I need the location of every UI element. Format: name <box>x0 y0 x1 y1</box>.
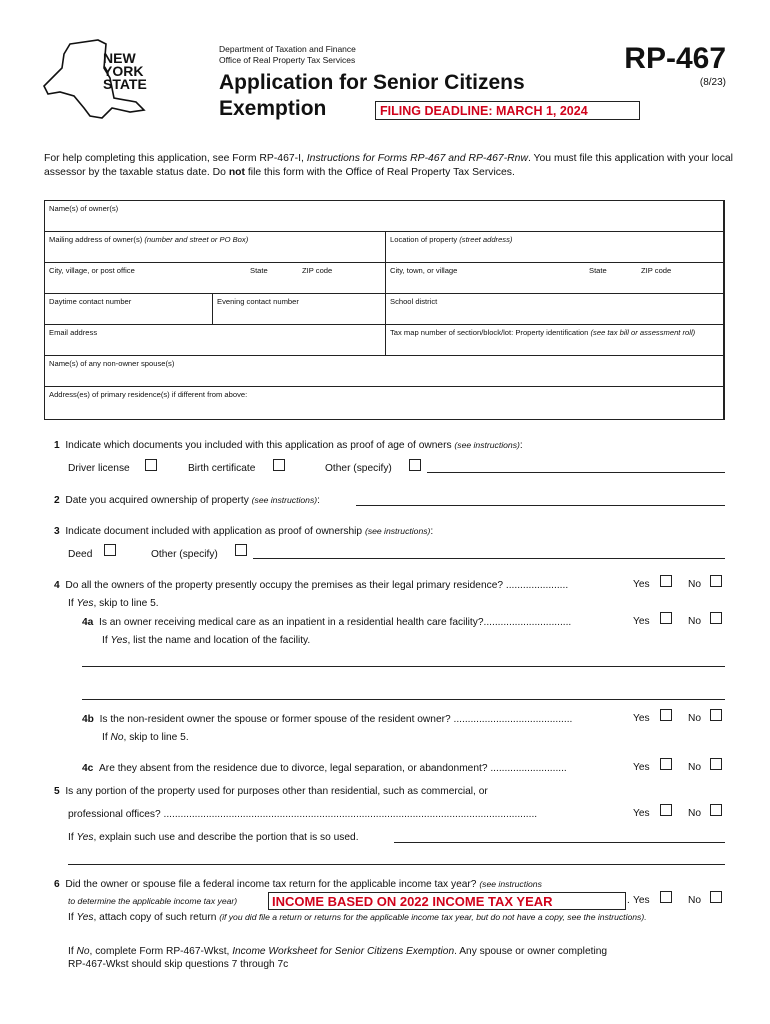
town-field[interactable]: City, town, or village State ZIP code <box>386 263 724 294</box>
question-5: 5 Is any portion of the property used for purposes other than residential, such as commercial, or <box>54 786 488 797</box>
q4a-no-checkbox[interactable] <box>710 612 722 624</box>
form-date: (8/23) <box>699 77 726 88</box>
tax-map-field[interactable]: Tax map number of section/block/lot: Property identification (see tax bill or assessment roll) <box>386 325 724 356</box>
question-5-line2: professional offices? .................................................................................................................................... <box>68 809 538 820</box>
question-4a: 4a Is an owner receiving medical care as an inpatient in a residential health care facility?............................... <box>82 617 572 628</box>
mailing-address-field[interactable]: Mailing address of owner(s) (number and street or PO Box) <box>45 232 386 263</box>
q4a-list-note: If Yes, list the name and location of the facility. <box>102 635 311 646</box>
q6-yes-label: Yes <box>633 895 650 906</box>
q4c-yes-checkbox[interactable] <box>660 758 672 770</box>
filing-deadline: FILING DEADLINE: MARCH 1, 2024 <box>375 101 640 120</box>
q4b-no-label: No <box>688 713 702 724</box>
q4b-skip-note: If No, skip to line 5. <box>102 732 189 743</box>
evening-phone-field[interactable]: Evening contact number <box>213 294 386 325</box>
q6-dot: . <box>627 895 630 906</box>
other-age-proof-checkbox[interactable] <box>409 459 421 471</box>
q4a-yes-label: Yes <box>633 616 650 627</box>
q6-no-label: No <box>688 895 702 906</box>
deed-checkbox[interactable] <box>104 544 116 556</box>
other-ownership-line[interactable] <box>253 558 725 559</box>
q4b-no-checkbox[interactable] <box>710 709 722 721</box>
school-district-field[interactable]: School district <box>386 294 724 325</box>
q4-no-checkbox[interactable] <box>710 575 722 587</box>
q5-no-label: No <box>688 808 702 819</box>
other-age-proof-label: Other (specify) <box>325 463 392 474</box>
q6-no-note-line2: RP-467-Wkst should skip questions 7 through 7c <box>68 959 289 970</box>
birth-certificate-label: Birth certificate <box>188 463 256 474</box>
q6-yes-checkbox[interactable] <box>660 891 672 903</box>
q4a-no-label: No <box>688 616 702 627</box>
q4-skip-note: If Yes, skip to line 5. <box>68 598 159 609</box>
q6-attach-note: If Yes, attach copy of such return (if you did file a return or returns for the applicable income tax year, but do not have a copy, see the instructions). <box>68 912 647 923</box>
question-2: 2 Date you acquired ownership of property (see instructions): <box>54 495 320 506</box>
q4c-no-checkbox[interactable] <box>710 758 722 770</box>
facility-line-2[interactable] <box>82 699 725 700</box>
question-4: 4 Do all the owners of the property presently occupy the premises as their legal primary residence? ...................... <box>54 580 569 591</box>
question-6: 6 Did the owner or spouse file a federal income tax return for the applicable income tax year? (see instructions <box>54 879 542 890</box>
spouse-name-field[interactable]: Name(s) of any non-owner spouse(s) <box>45 356 724 387</box>
city-field[interactable]: City, village, or post office State ZIP code <box>45 263 386 294</box>
q5-explain-note: If Yes, explain such use and describe the portion that is so used. <box>68 832 359 843</box>
q5-yes-checkbox[interactable] <box>660 804 672 816</box>
form-title: Application for Senior Citizens Exemption <box>219 71 525 120</box>
deed-label: Deed <box>68 549 93 560</box>
q4b-yes-checkbox[interactable] <box>660 709 672 721</box>
question-4b: 4b Is the non-resident owner the spouse or former spouse of the resident owner? .......................................... <box>82 714 573 725</box>
q4c-yes-label: Yes <box>633 762 650 773</box>
owner-info-grid <box>44 200 725 420</box>
q4-yes-label: Yes <box>633 579 650 590</box>
question-3: 3 Indicate document included with application as proof of ownership (see instructions): <box>54 526 434 537</box>
form-number: RP-467 <box>624 42 726 75</box>
intro-text: For help completing this application, see Form RP-467-I, Instructions for Forms RP-467 and RP-467-Rnw. You must file this application with your local assessor by the taxable status date. Do not file this form with the Office of Real Property Tax Services. <box>44 153 733 178</box>
other-age-proof-line[interactable] <box>427 472 725 473</box>
q4-no-label: No <box>688 579 702 590</box>
daytime-phone-field[interactable]: Daytime contact number <box>45 294 213 325</box>
other-ownership-checkbox[interactable] <box>235 544 247 556</box>
question-4c: 4c Are they absent from the residence due to divorce, legal separation, or abandonment? ........................... <box>82 763 567 774</box>
owners-name-field[interactable]: Name(s) of owner(s) <box>45 201 724 232</box>
property-location-field[interactable]: Location of property (street address) <box>386 232 724 263</box>
email-field[interactable]: Email address <box>45 325 386 356</box>
income-year-notice: INCOME BASED ON 2022 INCOME TAX YEAR <box>268 892 626 910</box>
other-ownership-label: Other (specify) <box>151 549 218 560</box>
q5-explain-line-2[interactable] <box>68 864 725 865</box>
primary-residence-field[interactable]: Address(es) of primary residence(s) if different from above: <box>45 387 724 419</box>
question-1: 1 Indicate which documents you included with this application as proof of age of owners (see instructions): <box>54 440 523 451</box>
q6-no-checkbox[interactable] <box>710 891 722 903</box>
q6-no-note: If No, complete Form RP-467-Wkst, Income Worksheet for Senior Citizens Exemption. Any spouse or owner completing <box>68 946 608 957</box>
q5-explain-line-1[interactable] <box>394 842 725 843</box>
q5-yes-label: Yes <box>633 808 650 819</box>
q4a-yes-checkbox[interactable] <box>660 612 672 624</box>
birth-certificate-checkbox[interactable] <box>273 459 285 471</box>
q6-note-line2: to determine the applicable income tax year) <box>68 896 238 906</box>
driver-license-label: Driver license <box>68 463 130 474</box>
q4b-yes-label: Yes <box>633 713 650 724</box>
q5-no-checkbox[interactable] <box>710 804 722 816</box>
q4-yes-checkbox[interactable] <box>660 575 672 587</box>
ownership-date-line[interactable] <box>356 505 725 506</box>
department-header: Department of Taxation and Finance Office of Real Property Tax Services <box>219 44 356 65</box>
driver-license-checkbox[interactable] <box>145 459 157 471</box>
q4c-no-label: No <box>688 762 702 773</box>
facility-line-1[interactable] <box>82 666 725 667</box>
logo-text: NEW YORK STATE <box>103 50 147 92</box>
